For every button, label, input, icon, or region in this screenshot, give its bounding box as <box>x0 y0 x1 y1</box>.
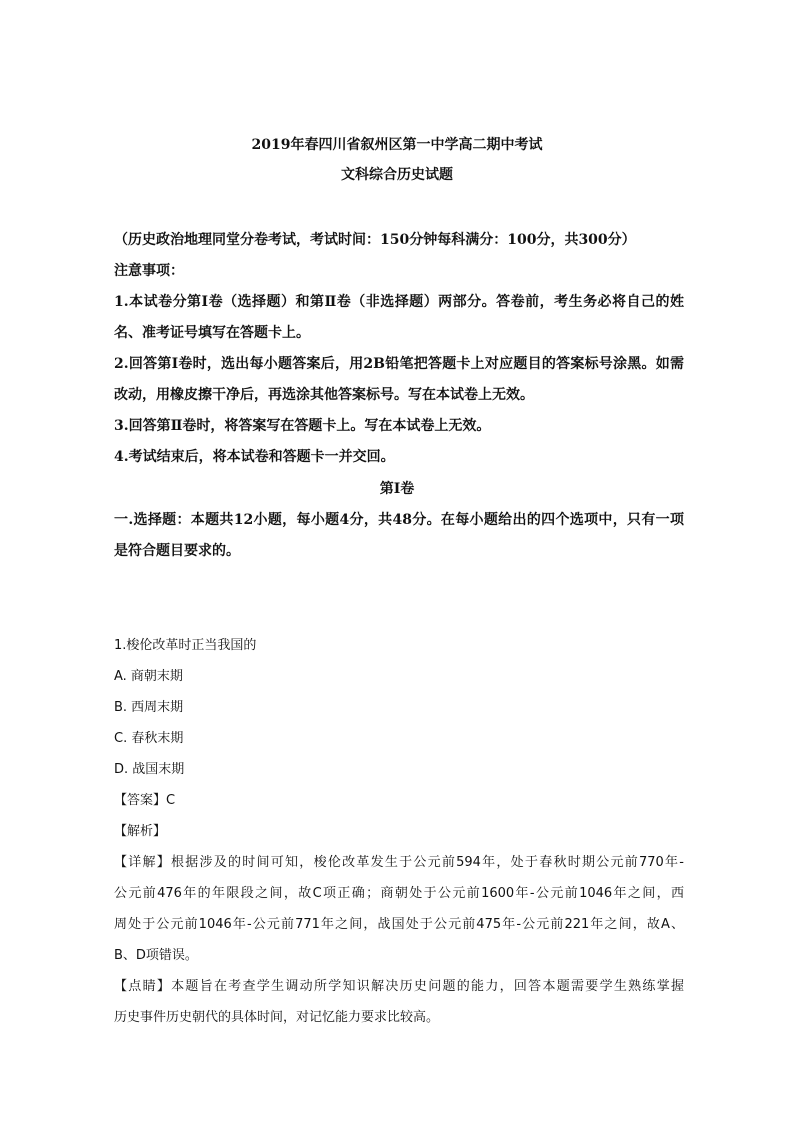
question-stem: 1.梭伦改革时正当我国的 <box>114 638 257 653</box>
notice-item-1: 1.本试卷分第Ⅰ卷（选择题）和第Ⅱ卷（非选择题）两部分。答卷前，考生务必将自己的姓 <box>114 294 684 310</box>
analysis-comment-2: 历史事件历史朝代的具体时间，对记忆能力要求比较高。 <box>114 1010 440 1025</box>
exam-title: 2019年春四川省叙州区第一中学高二期中考试 <box>251 137 543 153</box>
analysis-detail-3: 周处于公元前1046年-公元前771年之间，战国处于公元前475年-公元前221年之间，故A、 <box>114 917 684 932</box>
notice-heading: 注意事项： <box>114 263 184 279</box>
notice-item-2: 2.回答第Ⅰ卷时，选出每小题答案后，用2B铅笔把答题卡上对应题目的答案标号涂黑。如需 <box>114 356 684 372</box>
exam-note: （历史政治地理同堂分卷考试，考试时间：150分钟每科满分：100分，共300分） <box>114 232 636 248</box>
notice-item-2-cont: 改动，用橡皮擦干净后，再选涂其他答案标号。写在本试卷上无效。 <box>114 387 534 403</box>
analysis-heading: 【解析】 <box>114 824 167 839</box>
exam-subtitle: 文科综合历史试题 <box>341 167 453 183</box>
section-title: 第Ⅰ卷 <box>379 481 415 497</box>
notice-item-3: 3.回答第Ⅱ卷时，将答案写在答题卡上。写在本试卷上无效。 <box>114 418 491 434</box>
option-b: B. 西周末期 <box>114 700 184 715</box>
analysis-comment: 【点睛】本题旨在考查学生调动所学知识解决历史问题的能力，回答本题需要学生熟练掌握 <box>114 979 684 994</box>
option-a: A. 商朝末期 <box>114 669 183 684</box>
analysis-detail-2: 公元前476年的年限段之间，故C项正确；商朝处于公元前1600年-公元前1046年之间，西 <box>114 886 684 901</box>
section-description: 一.选择题：本题共12小题，每小题4分，共48分。在每小题给出的四个选项中，只有一项 <box>114 512 684 528</box>
notice-item-1-cont: 名、准考证号填写在答题卡上。 <box>114 325 310 341</box>
section-description-cont: 是符合题目要求的。 <box>114 543 240 559</box>
analysis-detail: 【详解】根据涉及的时间可知，梭伦改革发生于公元前594年，处于春秋时期公元前770年- <box>114 855 684 870</box>
notice-item-4: 4.考试结束后，将本试卷和答题卡一并交回。 <box>114 449 395 465</box>
answer: 【答案】C <box>114 793 176 808</box>
analysis-detail-4: B、D项错误。 <box>114 948 198 963</box>
option-d: D. 战国末期 <box>114 762 185 777</box>
option-c: C. 春秋末期 <box>114 731 184 746</box>
